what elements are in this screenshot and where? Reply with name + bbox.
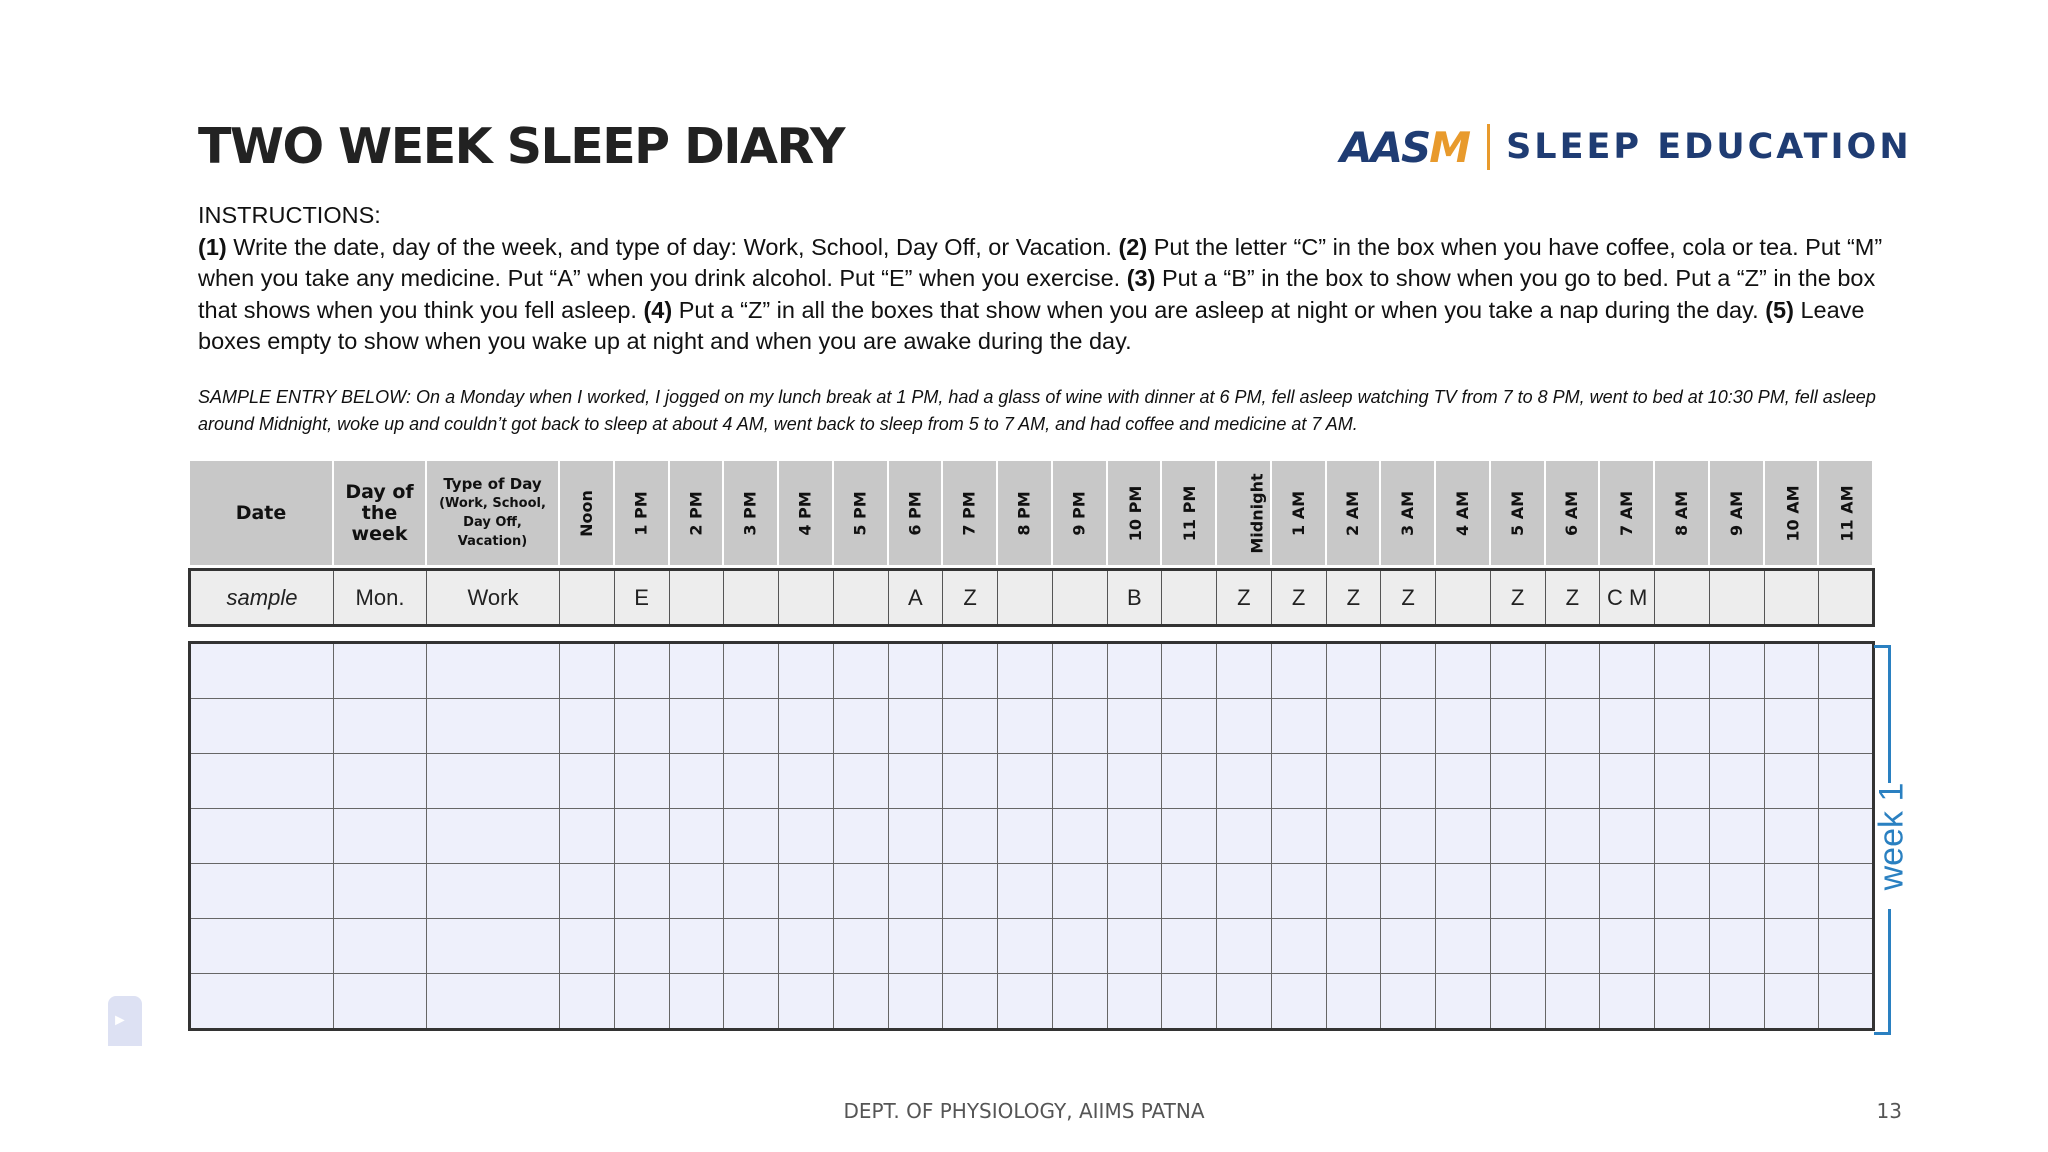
entry-hour-cell[interactable] — [1326, 643, 1381, 699]
entry-hour-cell[interactable] — [943, 974, 998, 1030]
entry-type-cell[interactable] — [427, 864, 560, 919]
sample-type: Work — [427, 570, 560, 626]
entry-hour-cell[interactable] — [1764, 643, 1819, 699]
header-hour-9-pm — [1052, 460, 1107, 566]
entry-hour-cell[interactable] — [998, 643, 1053, 699]
entry-hour-cell[interactable] — [1436, 974, 1491, 1030]
entry-day-cell[interactable] — [334, 919, 427, 974]
instructions-block — [198, 200, 1888, 358]
entry-hour-cell[interactable] — [1162, 919, 1217, 974]
diary-entry-row — [190, 809, 1874, 864]
entry-hour-cell[interactable] — [1709, 754, 1764, 809]
header-hour-5-am — [1490, 460, 1545, 566]
entry-hour-cell[interactable] — [1764, 809, 1819, 864]
entry-hour-cell[interactable] — [888, 754, 943, 809]
header-hour-7-am — [1599, 460, 1654, 566]
entry-hour-cell[interactable] — [833, 809, 888, 864]
slide-nav-button[interactable] — [108, 996, 142, 1046]
entry-hour-cell[interactable] — [1819, 754, 1874, 809]
entry-hour-cell[interactable] — [669, 919, 724, 974]
entry-hour-cell[interactable] — [724, 919, 779, 974]
header-hour-11-am — [1818, 460, 1873, 566]
sample-hour-cell: E — [614, 570, 669, 626]
header-hour-label: 8 PM — [1014, 490, 1034, 536]
entry-hour-cell[interactable] — [1490, 699, 1545, 754]
entry-type-cell[interactable] — [427, 699, 560, 754]
entry-hour-cell[interactable] — [1655, 974, 1710, 1030]
entry-hour-cell[interactable] — [1326, 809, 1381, 864]
entry-type-cell[interactable] — [427, 643, 560, 699]
header-hour-2-am — [1326, 460, 1381, 566]
header-hour-1-am — [1271, 460, 1326, 566]
entry-hour-cell[interactable] — [833, 643, 888, 699]
entry-hour-cell[interactable] — [833, 974, 888, 1030]
entry-hour-cell[interactable] — [1271, 643, 1326, 699]
entry-hour-cell[interactable] — [1490, 919, 1545, 974]
sample-hour-cell: Z — [1545, 570, 1600, 626]
entry-hour-cell[interactable] — [614, 974, 669, 1030]
entry-hour-cell[interactable] — [614, 643, 669, 699]
diary-entry-row — [190, 974, 1874, 1030]
entry-day-cell[interactable] — [334, 643, 427, 699]
instructions-heading: INSTRUCTIONS: — [198, 202, 381, 228]
entry-hour-cell[interactable] — [1436, 809, 1491, 864]
entry-hour-cell[interactable] — [779, 809, 834, 864]
entry-hour-cell[interactable] — [1655, 699, 1710, 754]
header-hour-10-pm — [1107, 460, 1162, 566]
entry-hour-cell[interactable] — [1490, 643, 1545, 699]
entry-hour-cell[interactable] — [1107, 809, 1162, 864]
header-hour-label: Noon — [576, 489, 596, 537]
entry-hour-cell[interactable] — [560, 919, 615, 974]
entry-hour-cell[interactable] — [1326, 699, 1381, 754]
entry-hour-cell[interactable] — [943, 643, 998, 699]
header-type-of-day — [426, 460, 559, 566]
header-hour-label: 1 PM — [631, 490, 651, 536]
entry-hour-cell[interactable] — [614, 754, 669, 809]
entry-hour-cell[interactable] — [1381, 974, 1436, 1030]
entry-hour-cell[interactable] — [614, 919, 669, 974]
entry-hour-cell[interactable] — [1545, 699, 1600, 754]
sample-hour-cell — [560, 570, 615, 626]
header-hour-label: 11 AM — [1837, 484, 1857, 542]
header-hour-3-pm — [723, 460, 778, 566]
entry-hour-cell[interactable] — [1217, 919, 1272, 974]
sample-hour-cell — [669, 570, 724, 626]
entry-day-cell[interactable] — [334, 974, 427, 1030]
entry-hour-cell[interactable] — [1162, 699, 1217, 754]
entry-hour-cell[interactable] — [1764, 699, 1819, 754]
entry-day-cell[interactable] — [334, 864, 427, 919]
sample-date: sample — [190, 570, 334, 626]
entry-type-cell[interactable] — [427, 809, 560, 864]
entry-hour-cell[interactable] — [1764, 919, 1819, 974]
sample-hour-cell — [724, 570, 779, 626]
entry-hour-cell[interactable] — [1381, 864, 1436, 919]
header-hour-label: 5 AM — [1507, 490, 1527, 536]
header-hour-label: 11 PM — [1180, 485, 1200, 541]
entry-hour-cell[interactable] — [998, 864, 1053, 919]
header-hour-11-pm — [1161, 460, 1216, 566]
entry-hour-cell[interactable] — [1490, 754, 1545, 809]
entry-hour-cell[interactable] — [998, 974, 1053, 1030]
diary-header-row — [188, 459, 1874, 567]
entry-hour-cell[interactable] — [998, 919, 1053, 974]
entry-date-cell[interactable] — [190, 754, 334, 809]
entry-hour-cell[interactable] — [779, 643, 834, 699]
entry-hour-cell[interactable] — [724, 809, 779, 864]
entry-hour-cell[interactable] — [1217, 754, 1272, 809]
header-hour-label: 6 AM — [1562, 490, 1582, 536]
sample-hour-cell: Z — [1381, 570, 1436, 626]
entry-hour-cell[interactable] — [1162, 974, 1217, 1030]
entry-hour-cell[interactable] — [1217, 864, 1272, 919]
entry-hour-cell[interactable] — [560, 699, 615, 754]
entry-hour-cell[interactable] — [560, 809, 615, 864]
entry-hour-cell[interactable] — [1709, 643, 1764, 699]
sample-hour-cell — [998, 570, 1053, 626]
entry-hour-cell[interactable] — [1217, 809, 1272, 864]
header-hour-label: 3 AM — [1398, 490, 1418, 536]
entry-hour-cell[interactable] — [1052, 699, 1107, 754]
header-hour-10-am — [1764, 460, 1819, 566]
entry-hour-cell[interactable] — [614, 864, 669, 919]
entry-hour-cell[interactable] — [1545, 864, 1600, 919]
entry-hour-cell[interactable] — [1764, 864, 1819, 919]
sample-row — [188, 568, 1875, 627]
header-hour-8-pm — [997, 460, 1052, 566]
entry-hour-cell[interactable] — [1162, 864, 1217, 919]
entry-hour-cell[interactable] — [1381, 699, 1436, 754]
entry-hour-cell[interactable] — [1545, 919, 1600, 974]
entry-hour-cell[interactable] — [724, 643, 779, 699]
entry-hour-cell[interactable] — [1819, 919, 1874, 974]
entry-hour-cell[interactable] — [1764, 754, 1819, 809]
entry-hour-cell[interactable] — [669, 643, 724, 699]
entry-hour-cell[interactable] — [1107, 864, 1162, 919]
entry-hour-cell[interactable] — [833, 699, 888, 754]
sample-hour-cell: C M — [1600, 570, 1655, 626]
entry-hour-cell[interactable] — [1326, 754, 1381, 809]
page-title: TWO WEEK SLEEP DIARY — [198, 118, 844, 175]
entry-hour-cell[interactable] — [1162, 754, 1217, 809]
header-hour-4-am — [1435, 460, 1490, 566]
sleep-diary-grid — [188, 459, 1857, 1039]
aasm-wordmark: AASM — [1340, 122, 1470, 172]
entry-hour-cell[interactable] — [560, 643, 615, 699]
entry-hour-cell[interactable] — [1545, 643, 1600, 699]
entry-hour-cell[interactable] — [1052, 919, 1107, 974]
entry-hour-cell[interactable] — [560, 754, 615, 809]
entry-hour-cell[interactable] — [1490, 864, 1545, 919]
sample-hour-cell: B — [1107, 570, 1162, 626]
entry-hour-cell[interactable] — [1217, 974, 1272, 1030]
entry-hour-cell[interactable] — [1271, 809, 1326, 864]
entry-hour-cell[interactable] — [1107, 699, 1162, 754]
entry-hour-cell[interactable] — [1436, 643, 1491, 699]
entry-hour-cell[interactable] — [1709, 974, 1764, 1030]
entry-hour-cell[interactable] — [1436, 754, 1491, 809]
header-hour-4-pm — [778, 460, 833, 566]
sample-day: Mon. — [334, 570, 427, 626]
bracket-bottom-tick — [1874, 1032, 1891, 1035]
diary-entry-row — [190, 699, 1874, 754]
entry-hour-cell[interactable] — [1490, 974, 1545, 1030]
entry-hour-cell[interactable] — [1655, 919, 1710, 974]
entry-hour-cell[interactable] — [888, 699, 943, 754]
entry-hour-cell[interactable] — [1052, 864, 1107, 919]
entry-hour-cell[interactable] — [669, 974, 724, 1030]
entry-hour-cell[interactable] — [1545, 974, 1600, 1030]
entry-hour-cell[interactable] — [1271, 919, 1326, 974]
entry-hour-cell[interactable] — [888, 809, 943, 864]
entry-hour-cell[interactable] — [669, 809, 724, 864]
header-hour-3-am — [1380, 460, 1435, 566]
entry-hour-cell[interactable] — [1107, 643, 1162, 699]
header-day-of-week: Day of the week — [333, 460, 426, 566]
sample-hour-cell — [1655, 570, 1710, 626]
entry-hour-cell[interactable] — [560, 864, 615, 919]
instructions-text: (1) Write the date, day of the week, and type of day: Work, School, Day Off, or Vacation. (2) Put the letter “C” in the box when you have coffee, cola or tea. Put “M” when you take any medicine. Put “A” when you drink alcohol. Put “E” when you exercise. (3) Put a “B” in the box to show when you go to bed. Put a “Z” in the box that shows when you think you fell asleep. (4) Put a “Z” in all the boxes that show when you are asleep at night or when you take a nap during the day. (5) Leave boxes empty to show when you wake up at night and when you are awake during the day. — [198, 233, 1883, 354]
header-hour-label: 7 PM — [960, 490, 980, 536]
header-type-sub: (Work, School, Day Off, Vacation) — [439, 496, 546, 549]
entry-hour-cell[interactable] — [1819, 643, 1874, 699]
entry-hour-cell[interactable] — [1709, 699, 1764, 754]
entry-hour-cell[interactable] — [943, 699, 998, 754]
entry-hour-cell[interactable] — [1326, 919, 1381, 974]
entry-hour-cell[interactable] — [724, 699, 779, 754]
entry-hour-cell[interactable] — [1436, 699, 1491, 754]
entry-hour-cell[interactable] — [1052, 754, 1107, 809]
sample-hour-cell — [833, 570, 888, 626]
header-hour-1-pm — [614, 460, 669, 566]
header-hour-label: 1 AM — [1288, 490, 1308, 536]
entry-hour-cell[interactable] — [943, 864, 998, 919]
entry-hour-cell[interactable] — [1600, 643, 1655, 699]
entry-hour-cell[interactable] — [1819, 809, 1874, 864]
page-number: 13 — [1876, 1099, 1902, 1123]
diary-entry-row — [190, 643, 1874, 699]
entry-hour-cell[interactable] — [1271, 864, 1326, 919]
entry-hour-cell[interactable] — [724, 864, 779, 919]
entry-hour-cell[interactable] — [1600, 864, 1655, 919]
entry-hour-cell[interactable] — [1764, 974, 1819, 1030]
header-hour-label: 2 AM — [1343, 490, 1363, 536]
sample-hour-cell: Z — [943, 570, 998, 626]
header-hour-5-pm — [833, 460, 888, 566]
header-hour-label: 9 PM — [1069, 490, 1089, 536]
sample-hour-cell — [779, 570, 834, 626]
footer-text: DEPT. OF PHYSIOLOGY, AIIMS PATNA — [843, 1099, 1205, 1123]
sample-hour-cell — [1052, 570, 1107, 626]
entry-hour-cell[interactable] — [943, 919, 998, 974]
entry-date-cell[interactable] — [190, 864, 334, 919]
entry-hour-cell[interactable] — [833, 754, 888, 809]
entry-hour-cell[interactable] — [614, 699, 669, 754]
entry-hour-cell[interactable] — [1326, 864, 1381, 919]
header-hour-8-am — [1654, 460, 1709, 566]
header-hour-2-pm — [669, 460, 724, 566]
entry-hour-cell[interactable] — [1819, 864, 1874, 919]
sample-hour-cell — [1764, 570, 1819, 626]
sample-hour-cell: Z — [1326, 570, 1381, 626]
entry-hour-cell[interactable] — [1545, 754, 1600, 809]
entry-hour-cell[interactable] — [1655, 864, 1710, 919]
entry-type-cell[interactable] — [427, 919, 560, 974]
logo-divider — [1487, 124, 1490, 170]
header-hour-label: 5 PM — [850, 490, 870, 536]
entry-hour-cell[interactable] — [1271, 974, 1326, 1030]
entry-hour-cell[interactable] — [1819, 974, 1874, 1030]
play-icon: ► — [112, 1012, 128, 1029]
entry-hour-cell[interactable] — [1271, 699, 1326, 754]
entry-hour-cell[interactable] — [1436, 919, 1491, 974]
entry-hour-cell[interactable] — [1271, 754, 1326, 809]
sample-hour-cell: Z — [1490, 570, 1545, 626]
entry-hour-cell[interactable] — [1381, 754, 1436, 809]
entry-hour-cell[interactable] — [1600, 809, 1655, 864]
header-hour-label: 2 PM — [686, 490, 706, 536]
entry-hour-cell[interactable] — [1600, 974, 1655, 1030]
header-hour-noon — [559, 460, 614, 566]
sample-hour-cell — [1162, 570, 1217, 626]
header-hour-label: 10 PM — [1125, 485, 1145, 541]
header-hour-9-am — [1709, 460, 1764, 566]
entry-hour-cell[interactable] — [1600, 919, 1655, 974]
entry-date-cell[interactable] — [190, 974, 334, 1030]
entry-day-cell[interactable] — [334, 754, 427, 809]
entry-day-cell[interactable] — [334, 699, 427, 754]
entry-type-cell[interactable] — [427, 754, 560, 809]
sleep-education-wordmark: SLEEP EDUCATION — [1506, 127, 1912, 167]
sample-hour-cell — [1709, 570, 1764, 626]
header-hour-label: 7 AM — [1617, 490, 1637, 536]
header-hour-label: 6 PM — [905, 490, 925, 536]
entry-hour-cell[interactable] — [833, 919, 888, 974]
sample-hour-cell — [1819, 570, 1874, 626]
header-hour-label: Midnight — [1247, 472, 1267, 554]
entry-hour-cell[interactable] — [998, 754, 1053, 809]
header-hour-label: 4 PM — [795, 490, 815, 536]
entry-hour-cell[interactable] — [614, 809, 669, 864]
entry-hour-cell[interactable] — [1709, 809, 1764, 864]
entry-hour-cell[interactable] — [724, 974, 779, 1030]
header-hour-label: 4 AM — [1452, 490, 1472, 536]
entry-hour-cell[interactable] — [779, 699, 834, 754]
entry-hour-cell[interactable] — [1545, 809, 1600, 864]
entry-hour-cell[interactable] — [1052, 643, 1107, 699]
entry-hour-cell[interactable] — [1217, 699, 1272, 754]
header-hour-7-pm — [942, 460, 997, 566]
sample-hour-cell — [1436, 570, 1491, 626]
header-hour-label: 3 PM — [741, 490, 761, 536]
entry-hour-cell[interactable] — [779, 974, 834, 1030]
entry-hour-cell[interactable] — [1217, 643, 1272, 699]
entry-hour-cell[interactable] — [833, 864, 888, 919]
week-1-rows — [188, 641, 1875, 1031]
entry-hour-cell[interactable] — [888, 974, 943, 1030]
header-hour-6-am — [1545, 460, 1600, 566]
entry-type-cell[interactable] — [427, 974, 560, 1030]
entry-hour-cell[interactable] — [1381, 643, 1436, 699]
entry-hour-cell[interactable] — [888, 864, 943, 919]
entry-day-cell[interactable] — [334, 809, 427, 864]
entry-hour-cell[interactable] — [1381, 809, 1436, 864]
entry-hour-cell[interactable] — [1052, 974, 1107, 1030]
diary-entry-row — [190, 864, 1874, 919]
entry-hour-cell[interactable] — [669, 754, 724, 809]
entry-date-cell[interactable] — [190, 809, 334, 864]
entry-hour-cell[interactable] — [669, 699, 724, 754]
entry-hour-cell[interactable] — [998, 699, 1053, 754]
header-hour-label: 8 AM — [1671, 490, 1691, 536]
header-date: Date — [189, 460, 333, 566]
entry-hour-cell[interactable] — [1490, 809, 1545, 864]
sample-entry-note: SAMPLE ENTRY BELOW: On a Monday when I worked, I jogged on my lunch break at 1 PM, had a glass of wine with dinner at 6 PM, fell asleep watching TV from 7 to 8 PM, went to bed at 10:30 PM, fell asleep around Midnight, woke up and couldn’t got back to sleep at about 4 AM, went back to sleep from 5 to 7 AM, and had coffee and medicine at 7 AM. — [198, 387, 1876, 434]
sample-hour-cell: A — [888, 570, 943, 626]
entry-hour-cell[interactable] — [779, 754, 834, 809]
header-hour-midnight — [1216, 460, 1271, 566]
week-1-bracket — [1872, 645, 1911, 1035]
entry-hour-cell[interactable] — [724, 754, 779, 809]
entry-hour-cell[interactable] — [1107, 974, 1162, 1030]
entry-date-cell[interactable] — [190, 699, 334, 754]
entry-hour-cell[interactable] — [1107, 919, 1162, 974]
entry-hour-cell[interactable] — [943, 754, 998, 809]
entry-hour-cell[interactable] — [1600, 699, 1655, 754]
diary-entry-row — [190, 919, 1874, 974]
entry-hour-cell[interactable] — [998, 809, 1053, 864]
entry-hour-cell[interactable] — [779, 919, 834, 974]
header-type-label: Type of Day — [443, 475, 542, 493]
header-hour-label: 10 AM — [1783, 484, 1803, 542]
entry-hour-cell[interactable] — [1052, 809, 1107, 864]
entry-hour-cell[interactable] — [1436, 864, 1491, 919]
bracket-line-lower — [1888, 909, 1891, 1035]
header-hour-6-pm — [888, 460, 943, 566]
entry-hour-cell[interactable] — [1326, 974, 1381, 1030]
entry-hour-cell[interactable] — [1655, 643, 1710, 699]
entry-hour-cell[interactable] — [1162, 809, 1217, 864]
entry-hour-cell[interactable] — [1819, 699, 1874, 754]
entry-hour-cell[interactable] — [1709, 864, 1764, 919]
entry-hour-cell[interactable] — [943, 809, 998, 864]
entry-hour-cell[interactable] — [1381, 919, 1436, 974]
entry-hour-cell[interactable] — [669, 864, 724, 919]
entry-hour-cell[interactable] — [1655, 754, 1710, 809]
week-label: week 1 — [1872, 782, 1911, 891]
entry-hour-cell[interactable] — [779, 864, 834, 919]
entry-hour-cell[interactable] — [1107, 754, 1162, 809]
entry-hour-cell[interactable] — [1709, 919, 1764, 974]
sample-hour-cell: Z — [1217, 570, 1272, 626]
header-hour-label: 9 AM — [1726, 490, 1746, 536]
entry-hour-cell[interactable] — [1655, 809, 1710, 864]
bracket-line-upper — [1888, 645, 1891, 783]
entry-hour-cell[interactable] — [888, 643, 943, 699]
entry-hour-cell[interactable] — [560, 974, 615, 1030]
entry-date-cell[interactable] — [190, 919, 334, 974]
entry-hour-cell[interactable] — [1600, 754, 1655, 809]
sample-hour-cell: Z — [1271, 570, 1326, 626]
aasm-logo — [1340, 122, 1912, 172]
entry-hour-cell[interactable] — [1162, 643, 1217, 699]
entry-date-cell[interactable] — [190, 643, 334, 699]
entry-hour-cell[interactable] — [888, 919, 943, 974]
diary-entry-row — [190, 754, 1874, 809]
